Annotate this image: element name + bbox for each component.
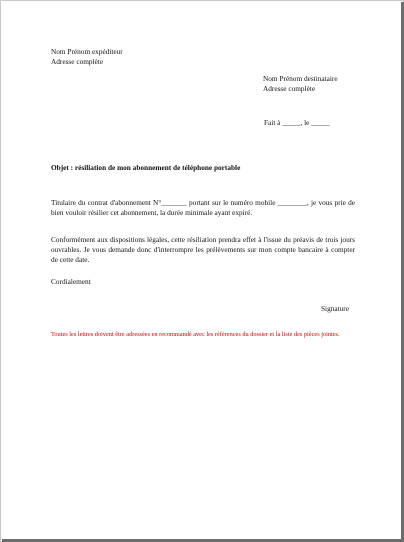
red-note: Toutes les lettres doivent être adressées en recommandé avec les références du dossier et la liste des pièces jointes. bbox=[51, 331, 340, 338]
body-paragraph-1: Titulaire du contrat d'abonnement N°_______ portant sur le numéro mobile ________, je vous prie de bien vouloir résilier cet abonnement, la durée minimale ayant expiré. bbox=[51, 198, 355, 217]
sender-block bbox=[51, 47, 123, 67]
closing-line: Cordialement bbox=[51, 277, 91, 286]
sender-name: Nom Prénom expéditeur bbox=[51, 47, 123, 56]
place-date-line: Fait à _____, le _____ bbox=[264, 118, 330, 127]
body-paragraph-2: Conformément aux dispositions légales, cette résiliation prendra effet à l'issue du préavis de trois jours ouvrables. Je vous demande donc d'interrompre les prélèvements sur mon compte bancaire à compter de cette date. bbox=[51, 235, 355, 264]
recipient-name: Nom Prénom destinataire bbox=[263, 74, 338, 83]
sender-address: Adresse complète bbox=[51, 57, 104, 66]
object-line: Objet : résiliation de mon abonnement de téléphone portable bbox=[51, 163, 241, 172]
recipient-address: Adresse complète bbox=[263, 84, 316, 93]
recipient-block bbox=[263, 74, 338, 94]
signature-label: Signature bbox=[321, 304, 349, 313]
